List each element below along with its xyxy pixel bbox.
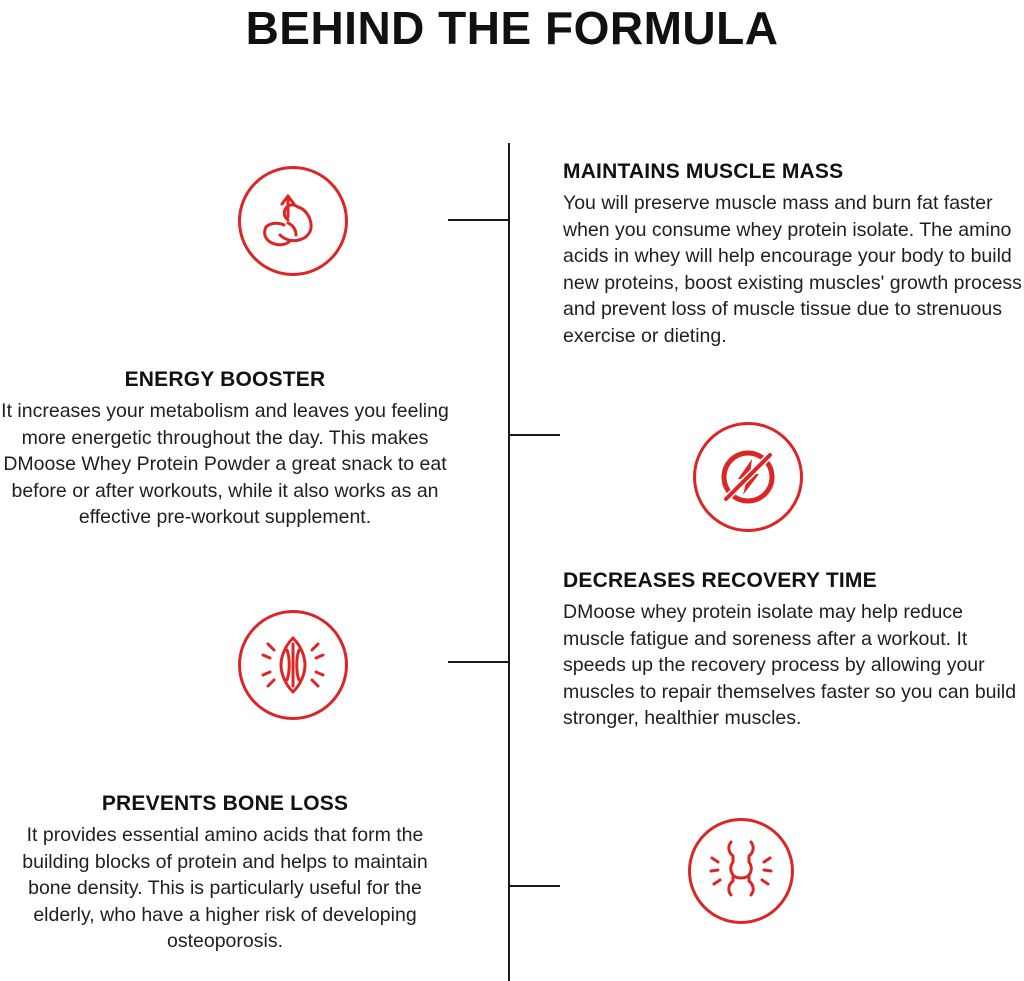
section-heading: PREVENTS BONE LOSS [101,792,349,815]
section-body: You will preserve muscle mass and burn fat faster when you consume whey protein isolate. The amino acids in whey will help encourage your body to build new proteins, boost existing muscles' growth process and prevent loss of muscle tissue due to strenuous exercise or dieting. [563,192,1022,347]
connector-line-bone [508,885,560,887]
section-prevents-bone-loss [0,792,450,955]
section-decreases-recovery-time [563,569,1023,732]
center-spine [508,143,510,981]
section-body: DMoose whey protein isolate may help reduce muscle fatigue and soreness after a workout. It speeds up the recovery process by allowing your muscles to repair themselves faster so you can build stronger, healthier muscles. [563,601,1017,729]
connector-line-recovery [448,661,508,663]
section-maintains-muscle-mass [563,160,1023,349]
page-title: BEHIND THE FORMULA [245,2,779,54]
section-heading: MAINTAINS MUSCLE MASS [563,160,844,183]
connector-line-muscle [448,219,508,221]
section-energy-booster [0,368,450,531]
section-heading: DECREASES RECOVERY TIME [563,569,877,592]
section-body: It increases your metabolism and leaves you feeling more energetic throughout the day. This makes DMoose Whey Protein Powder a great snack to eat before or after workouts, while it also works as an effective pre-workout supplement. [1,400,449,528]
section-heading: ENERGY BOOSTER [124,368,326,391]
lightning-bolt-icon [693,422,803,532]
connector-line-energy [508,434,560,436]
flexed-bicep-icon [238,166,348,276]
section-body: It provides essential amino acids that form the building blocks of protein and helps to maintain bone density. This is particularly useful for the elderly, who have a higher risk of developing osteoporosis. [22,824,428,952]
bone-joint-icon [688,818,794,924]
muscle-fiber-icon [238,610,348,720]
